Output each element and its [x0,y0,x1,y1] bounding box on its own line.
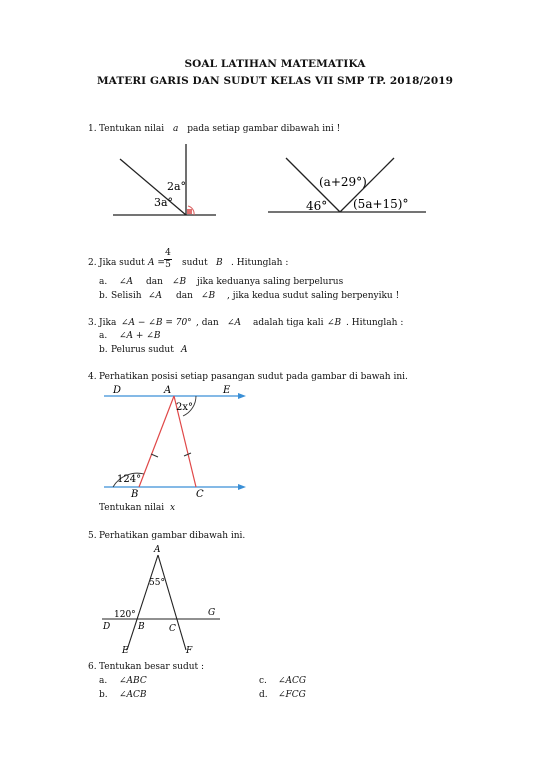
page-subtitle: MATERI GARIS DAN SUDUT KELAS VII SMP TP. 2018/2019 [96,75,454,87]
q1-text-b: pada setiap gambar dibawah ini ! [187,124,341,134]
q3-text-c: adalah tiga kali [253,318,324,328]
q6-item-b-text: ∠ACB [119,690,147,700]
q2b-text4: ∠B [201,291,216,301]
q3b-label: b. [99,345,108,355]
q4-label-c: C [196,489,204,500]
q4-label-2x: 2x° [176,402,194,413]
q5-line-ae [127,555,158,650]
q5-label-c: C [169,624,176,634]
q4-after-var: x [170,503,176,513]
q2-number: 2. [88,258,97,268]
q4-label-a: A [164,385,172,396]
q4-side-ab [139,396,174,487]
q1-figure-1 [110,140,220,220]
q4-number: 4. [88,372,97,382]
q4-after-text: Tentukan nilai [99,503,165,513]
q2-var-b: B [216,258,223,268]
fig2-label-5a15: (5a+15)° [353,197,409,211]
q6-text: Tentukan besar sudut : [99,662,205,672]
q3-number: 3. [88,318,97,328]
q1-text [99,124,340,134]
q5-label-b: B [138,622,145,632]
q2b-text1: Selisih [111,291,142,301]
q3-text-b: , dan [196,318,219,328]
q4-tick-ab [151,454,158,457]
q6-item-d-label: d. [259,690,268,700]
q3-var-b: ∠B [327,318,342,328]
q2-frac-den: 5 [165,260,171,270]
q6-item-d-text: ∠FCG [278,690,306,700]
q3-text-a: Jika [99,318,117,328]
q1-text-a: Tentukan nilai [99,124,165,134]
q3a-text: ∠A + ∠B [119,331,161,341]
q2-eq-left: A = [148,258,165,268]
q1-number: 1. [88,124,97,134]
fig2-label-a29: (a+29°) [319,175,367,189]
q6-item-a-label: a. [99,676,108,686]
q2b-label: b. [99,291,108,301]
q2a-text4: jika keduanya saling berpelurus [197,277,344,287]
q2-text-c: . Hitunglah : [231,258,289,268]
q2a-text1: ∠A [119,277,134,287]
q3-text-d: . Hitunglah : [346,318,404,328]
q5-line-af [158,555,186,650]
q5-label-55: 55° [149,578,165,588]
fig1-label-3a: 3a° [154,196,174,209]
fig2-label-46: 46° [306,199,328,213]
q3-eq: ∠A − ∠B = 70° [121,318,192,328]
q2-text-a: Jika sudut [99,258,145,268]
q2-frac-num: 4 [165,248,171,258]
q4-label-d: D [113,385,122,396]
q6-item-a-text: ∠ABC [119,676,147,686]
q3-var-a: ∠A [227,318,242,328]
q4-bottom-arrow [238,484,246,490]
q5-label-f: F [186,646,193,656]
q4-text: Perhatikan posisi setiap pasangan sudut pada gambar di bawah ini. [99,372,408,382]
q4-label-e: E [223,385,231,396]
q2a-text3: ∠B [172,277,187,287]
q3b-var: A [181,345,188,355]
q6-item-c-label: c. [259,676,267,686]
page-title: SOAL LATIHAN MATEMATIKA [184,58,366,70]
fig1-right-angle-mark [187,209,192,214]
q2b-text5: , jika kedua sudut saling berpenyiku ! [227,291,400,301]
q6-item-b-label: b. [99,690,108,700]
q5-text: Perhatikan gambar dibawah ini. [99,531,246,541]
q3b-text: Pelurus sudut [111,345,174,355]
q5-label-e: E [122,646,129,656]
q6-number: 6. [88,662,97,672]
q2b-text3: dan [176,291,193,301]
q5-figure [100,543,225,656]
q5-label-d: D [103,622,111,632]
q1-figure-2 [265,155,430,217]
q3a-label: a. [99,331,108,341]
q2-text-b: sudut [182,258,208,268]
q4-label-b: B [131,489,139,500]
q4-top-arrow [238,393,246,399]
q5-number: 5. [88,531,97,541]
fig1-label-2a: 2a° [167,180,187,193]
q5-label-g: G [208,608,216,618]
q5-label-a: A [154,545,161,555]
q2a-text2: dan [146,277,163,287]
q2b-text2: ∠A [148,291,163,301]
q4-figure [100,384,250,499]
q4-label-124: 124° [117,474,142,485]
q2a-label: a. [99,277,108,287]
q1-var: a [173,124,179,134]
q6-item-c-text: ∠ACG [278,676,307,686]
q5-label-120: 120° [114,610,136,620]
